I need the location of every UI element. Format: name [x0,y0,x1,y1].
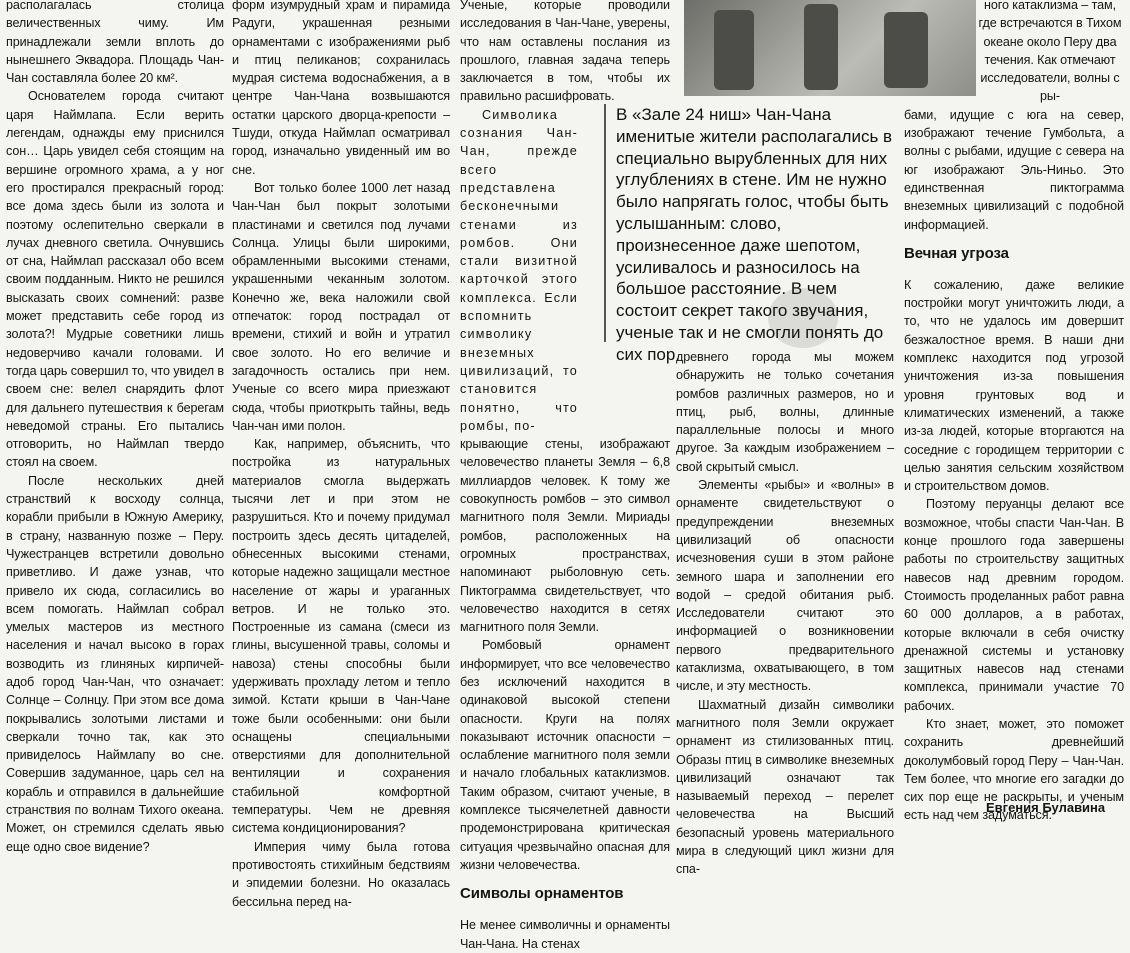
paragraph: Не менее символичны и орнаменты Чан-Чана. На стенах [460,918,670,951]
paragraph: древнего города мы можем обнаружить не только сочетания ромбов различных размеров, но и птиц, рыб, волны, длинные параллельные полосы и много другое. За каждым изображением – свой скрытый смысл. [676,350,894,474]
paragraph: Как, например, объяснить, что постройка из натуральных материалов смогла выдержать тысячи лет и при этом не разрушиться. Кто и почему придумал построить здесь десять цитаделей, обнесенных высокими стенами, которые надежно защищали местное население от жары и ураганных ветров. И не только это. Построенные из самана (смеси из глины, высушенной травы, соломы и навоза) стены способны были удерживать прохладу летом и тепло зимой. Кстати крыши в Чан-Чане тоже были особенными: они были оснащены специальными отверстиями для дополнительной вентиляции и сохранения стабильной комфортной температуры. Чем не древняя система кондиционирования? [232,437,450,836]
paragraph: крывающие стены, изображают человечество планеты Земля – 6,8 миллиардов человек. К тому же совокупность ромбов – это символ магнитного поля Земли. Мириады ромбов, расположенных на огромных пространствах, напоминают рыболовную сеть. Пиктограмма свидетельствует, что человечество находится в сетях магнитного поля Земли. [460,437,670,635]
column-2 [232,0,450,909]
paragraph: Символика сознания Чан-Чан, прежде всего представлена бесконечными стенами из ромбов. Они стали визитной карточкой этого комплекса. Если вспомнить символику внеземных цивилизаций, то становится понятно, что ромбы, по- [460,107,578,433]
pull-quote: В «Зале 24 ниш» Чан-Чана именитые жители располагались в специально вырубленных для них углублениях в стене. Им не нужно было напрягать голос, чтобы быть услышанным: слово, произнесенное даже шепотом, усиливалось и разносилось на большое расстояние. В чем состоит секрет такого звучания, ученые так и не смогли понять до сих пор. [604,104,896,342]
paragraph: Поэтому перуанцы делают все возможное, чтобы спасти Чан-Чан. В конце прошлого года завершены работы по строительству защитных навесов над древним городом. Стоимость проделанных работ равна 60 000 долларов, а в работах, которые включали в себя очистку дренажной системы и установку защитных навесов над стенами комплекса, принимали участие 70 рабочих. [904,497,1124,713]
paragraph: После нескольких дней странствий к восходу солнца, корабли прибыли в Южную Америку, в страну, названную позже – Перу. Чужестранцев встретили довольно приветливо. И даже узнав, что привело их сюда, согласились во всем помогать. Наймлап собрал умелых мастеров из местного населения и начал высоко в горах возводить из глиняных кирпичей-адоб город Чан-Чан, что означает: Солнце – Солнцу. При этом все дома покрывались золотыми листами и сверкали точно так, как это привиделось Наймлапу во сне. Совершив задуманное, царь сел на корабль и отправился в дальнейшие странствия по волнам Тихого океана. Может, он стремился сделать явью еще одно свое видение? [6,473,224,854]
paragraph: К сожалению, даже великие постройки могут уничтожить люди, а то, что не удалось им довершит безжалостное время. В наши дни комплекс находится под угрозой уничтожения из-за повышения уровня грунтовых вод и климатических изменений, а также из-за людей, которые вторгаются на соседние с городищем территории с целью занятия сельским хозяйством и строительством домов. [904,277,1124,494]
paragraph: Элементы «рыбы» и «волны» в орнаменте свидетельствуют о предупреждении внеземных цивилизаций об опасности исчезновения суши в этом районе земного шара и заполнении его водой – средой обитания рыб. Исследователи считают это информацией о возникновении первого предварительного катаклизма, охватывающего, в том числе, и эту местность. [676,478,894,694]
column-4 [676,348,894,877]
author-name: Евгения Булавина [986,800,1106,815]
column-1 [6,0,224,854]
paragraph: Ромбовый орнамент информирует, что все человечество без исключений находится в одинаковой высокой степени опасности. Круги на полях показывают источник опасности – ослабление магнитного поля земли и начало глобальных катаклизмов. Таким образом, считают ученые, в комплексе тысячелетней давности продемонстрирована критическая ситуация чрезвычайно опасная для жизни человечества. [460,638,670,872]
paragraph: Ученые, которые проводили исследования в Чан-Чане, уверены, что нам оставлены послания из прошлого, главная задача теперь заключается в том, чтобы их правильно расшифровать. [460,0,670,104]
section-heading: Символы орнаментов [460,885,624,903]
section-heading: Вечная угроза [904,244,1009,262]
paragraph: Основателем города считают царя Наймлапа. Если верить легендам, однажды ему приснился сон… Царь увидел себя стоящим на вершине огромного храма, а у ног его простирался прекрасный город: все дома здесь были из золота и поэтому ослепительно сверкали в лучах дневного светила. Очнувшись от сна, Наймлап рассказал обо всем своим подданным. Никто не решился высказать своих сомнений: разве может представить себе город из золота?! Мудрые советники лишь недоверчиво качали головами. И тогда царь совершил то, что увидел в своем сне: велел снарядить флот для дальнего путешествия к берегам неведомой страны. Его пытались отговорить, но Наймлап твердо стоял на своем. [6,89,224,470]
paragraph: Шахматный дизайн символики магнитного поля Земли окружает орнамент из стилизованных птиц. Образы птиц в символике внеземных цивилизаций означают так называемый переход – перелет человечества на Высший безопасный уровень материального мира в следующий цикл жизни для спа- [676,697,894,877]
paragraph: форм изумрудный храм и пирамида Радуги, украшенная резными орнаментами с изображениями рыб и птиц пеликанов; сохранилась мудрая система водоснабжения, а в центре Чан-Чана возвышаются остатки царского дворца-крепости – Тшуди, откуда Наймлап осматривал город, изначально увиденный им во сне. [232,0,450,177]
paragraph: Империя чиму была готова противостоять стихийным бедствиям и эпидемии болезни. Но оказалась бессильна перед на- [232,839,450,909]
paragraph: располагалась столица величественных чиму. Им принадлежали земли вплоть до нынешнего Эквадора. Площадь Чан-Чан составляла более 20 км². [6,0,224,86]
paragraph: ного катаклизма – там, где встречаются в Тихом океане около Перу два течения. Как отмечают исследователи, волны с ры- [978,0,1122,104]
column-5 [904,0,1124,823]
paragraph: Кто знает, может, это поможет сохранить древнейший доколумбовый город Перу – Чан-Чан. Тем более, что многие его загадки до сих пор еще не раскрыты, и ученым есть над чем задуматься. [904,716,1124,823]
paragraph: бами, идущие с юга на север, изображают течение Гумбольта, а волны с рыбами, идущие с севера на юг изображают Эль-Ниньо. Это единственная пиктограмма внеземных цивилизаций с подобной информацией. [904,107,1124,232]
paragraph: Вот только более 1000 лет назад Чан-Чан был покрыт золотыми пластинами и светился под лучами Солнца. Улицы были широкими, обрамленными высокими стенами, украшенными чеканным золотом. Конечно же, века наложили свой отпечаток: город пострадал от времени, стихий и войн и утратил свое золото. Но его величие и загадочность остались при нем. Ученые со всего мира приезжают сюда, чтобы приоткрыть тайны, ведь Чан-чан ими полон. [232,180,450,433]
